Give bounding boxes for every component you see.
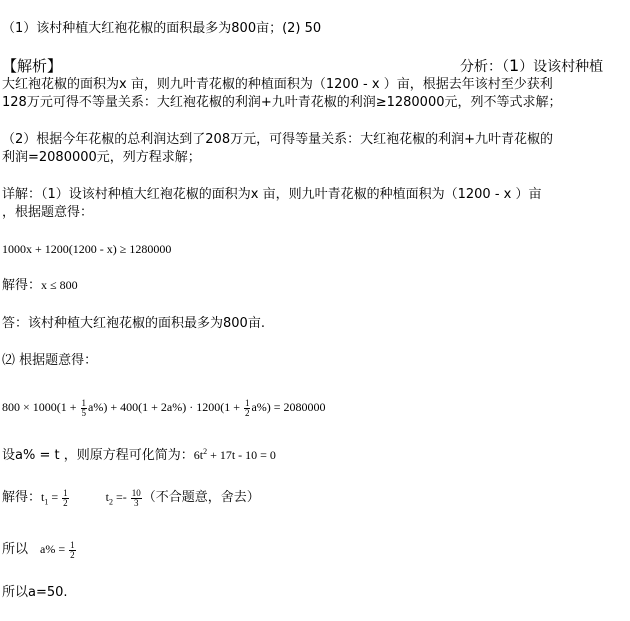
frac2-num: 1 [244,397,250,408]
quadratic [194,448,276,462]
roots [2,488,260,511]
so-label: 所以 [2,542,29,557]
roots-label: 解得： [2,490,42,505]
t1-fraction [62,489,69,508]
so-eq-lhs: a% = [40,542,69,556]
t1-sub: 1 [44,497,49,507]
fraction-one-half [244,399,251,418]
eq-part-a: 800 × 1000(1 + [2,400,80,414]
solve-1 [2,276,78,295]
root-t2 [105,487,143,508]
so-den: 2 [70,549,75,560]
substitution [2,443,276,465]
analysis-line-3: （2）根据今年花椒的总利润达到了208万元，可得等量关系：大红袍花椒的利润+九叶青花椒的 [2,132,553,147]
t2-eq: =- [112,490,130,504]
analysis-line-1: 大红袍花椒的面积为x 亩，则九叶青花椒的种植面积为（1200 - x ）亩，根据去年该村至少获利 [2,77,553,92]
so-fraction [69,541,76,560]
t1-eq: = [48,490,62,504]
analysis-intro-number: 1 [509,56,520,75]
inequality: 1000x + 1200(1200 - x) ≥ 1280000 [2,242,172,256]
root-t1 [41,487,70,508]
eq-part-b: a%) + 400(1 + 2a%) · 1200(1 + [88,400,243,414]
answer-1: 答：该村种植大红袍花椒的面积最多为800亩. [2,316,265,331]
frac2-den: 2 [244,407,250,418]
fraction-one-fifth [81,399,88,418]
t1-var: t [41,490,45,504]
analysis-line-4: 利润=2080000元，列方程求解； [2,150,201,165]
t2-num: 10 [131,487,141,498]
solve-1-label: 解得： [2,278,42,293]
analysis-line-2: 128万元可得不等量关系：大红袍花椒的利润+九叶青花椒的利润≥1280000元，列不等式求解； [2,95,562,110]
t2-den: 3 [134,497,139,508]
t1-den: 2 [63,497,68,508]
frac1-den: 5 [81,407,87,418]
quadratic-exponent: 2 [203,447,208,456]
final-answer: 所以a=50. [2,585,68,600]
t2-var: t [105,490,109,504]
substitution-label: 设a% = t ，则原方程可化简为： [2,448,194,463]
so-num: 1 [70,539,75,550]
quadratic-lead: 6t [193,448,204,462]
solve-1-result: x ≤ 800 [41,278,78,292]
part-2-heading: ⑵ 根据题意得： [2,353,98,368]
detail-line-2: ，根据题意得： [2,205,94,220]
main-equation [2,398,326,418]
t1-num: 1 [63,487,68,498]
detail-line-1: 详解：（1）设该村种植大红袍花椒的面积为x 亩，则九叶青花椒的种植面积为（1200 - x ）亩 [2,187,542,202]
eq-part-c: a%) = 2080000 [251,400,326,414]
quadratic-rest: + 17t - 10 = 0 [207,448,276,462]
frac1-num: 1 [81,397,87,408]
analysis-intro-prefix: 分析：（ [460,59,509,75]
so-equation [40,539,77,560]
analysis-label: 【解析】 [2,57,63,75]
reject-note: （不合题意，舍去） [142,490,260,505]
t2-sub: 2 [108,497,113,507]
analysis-intro [460,56,603,76]
answer-line: （1）该村种植大红袍花椒的面积最多为800亩；(2) 50 [2,21,322,36]
analysis-intro-suffix: ）设该村种植 [519,59,604,75]
so-line [2,540,77,560]
t2-fraction [131,489,142,508]
